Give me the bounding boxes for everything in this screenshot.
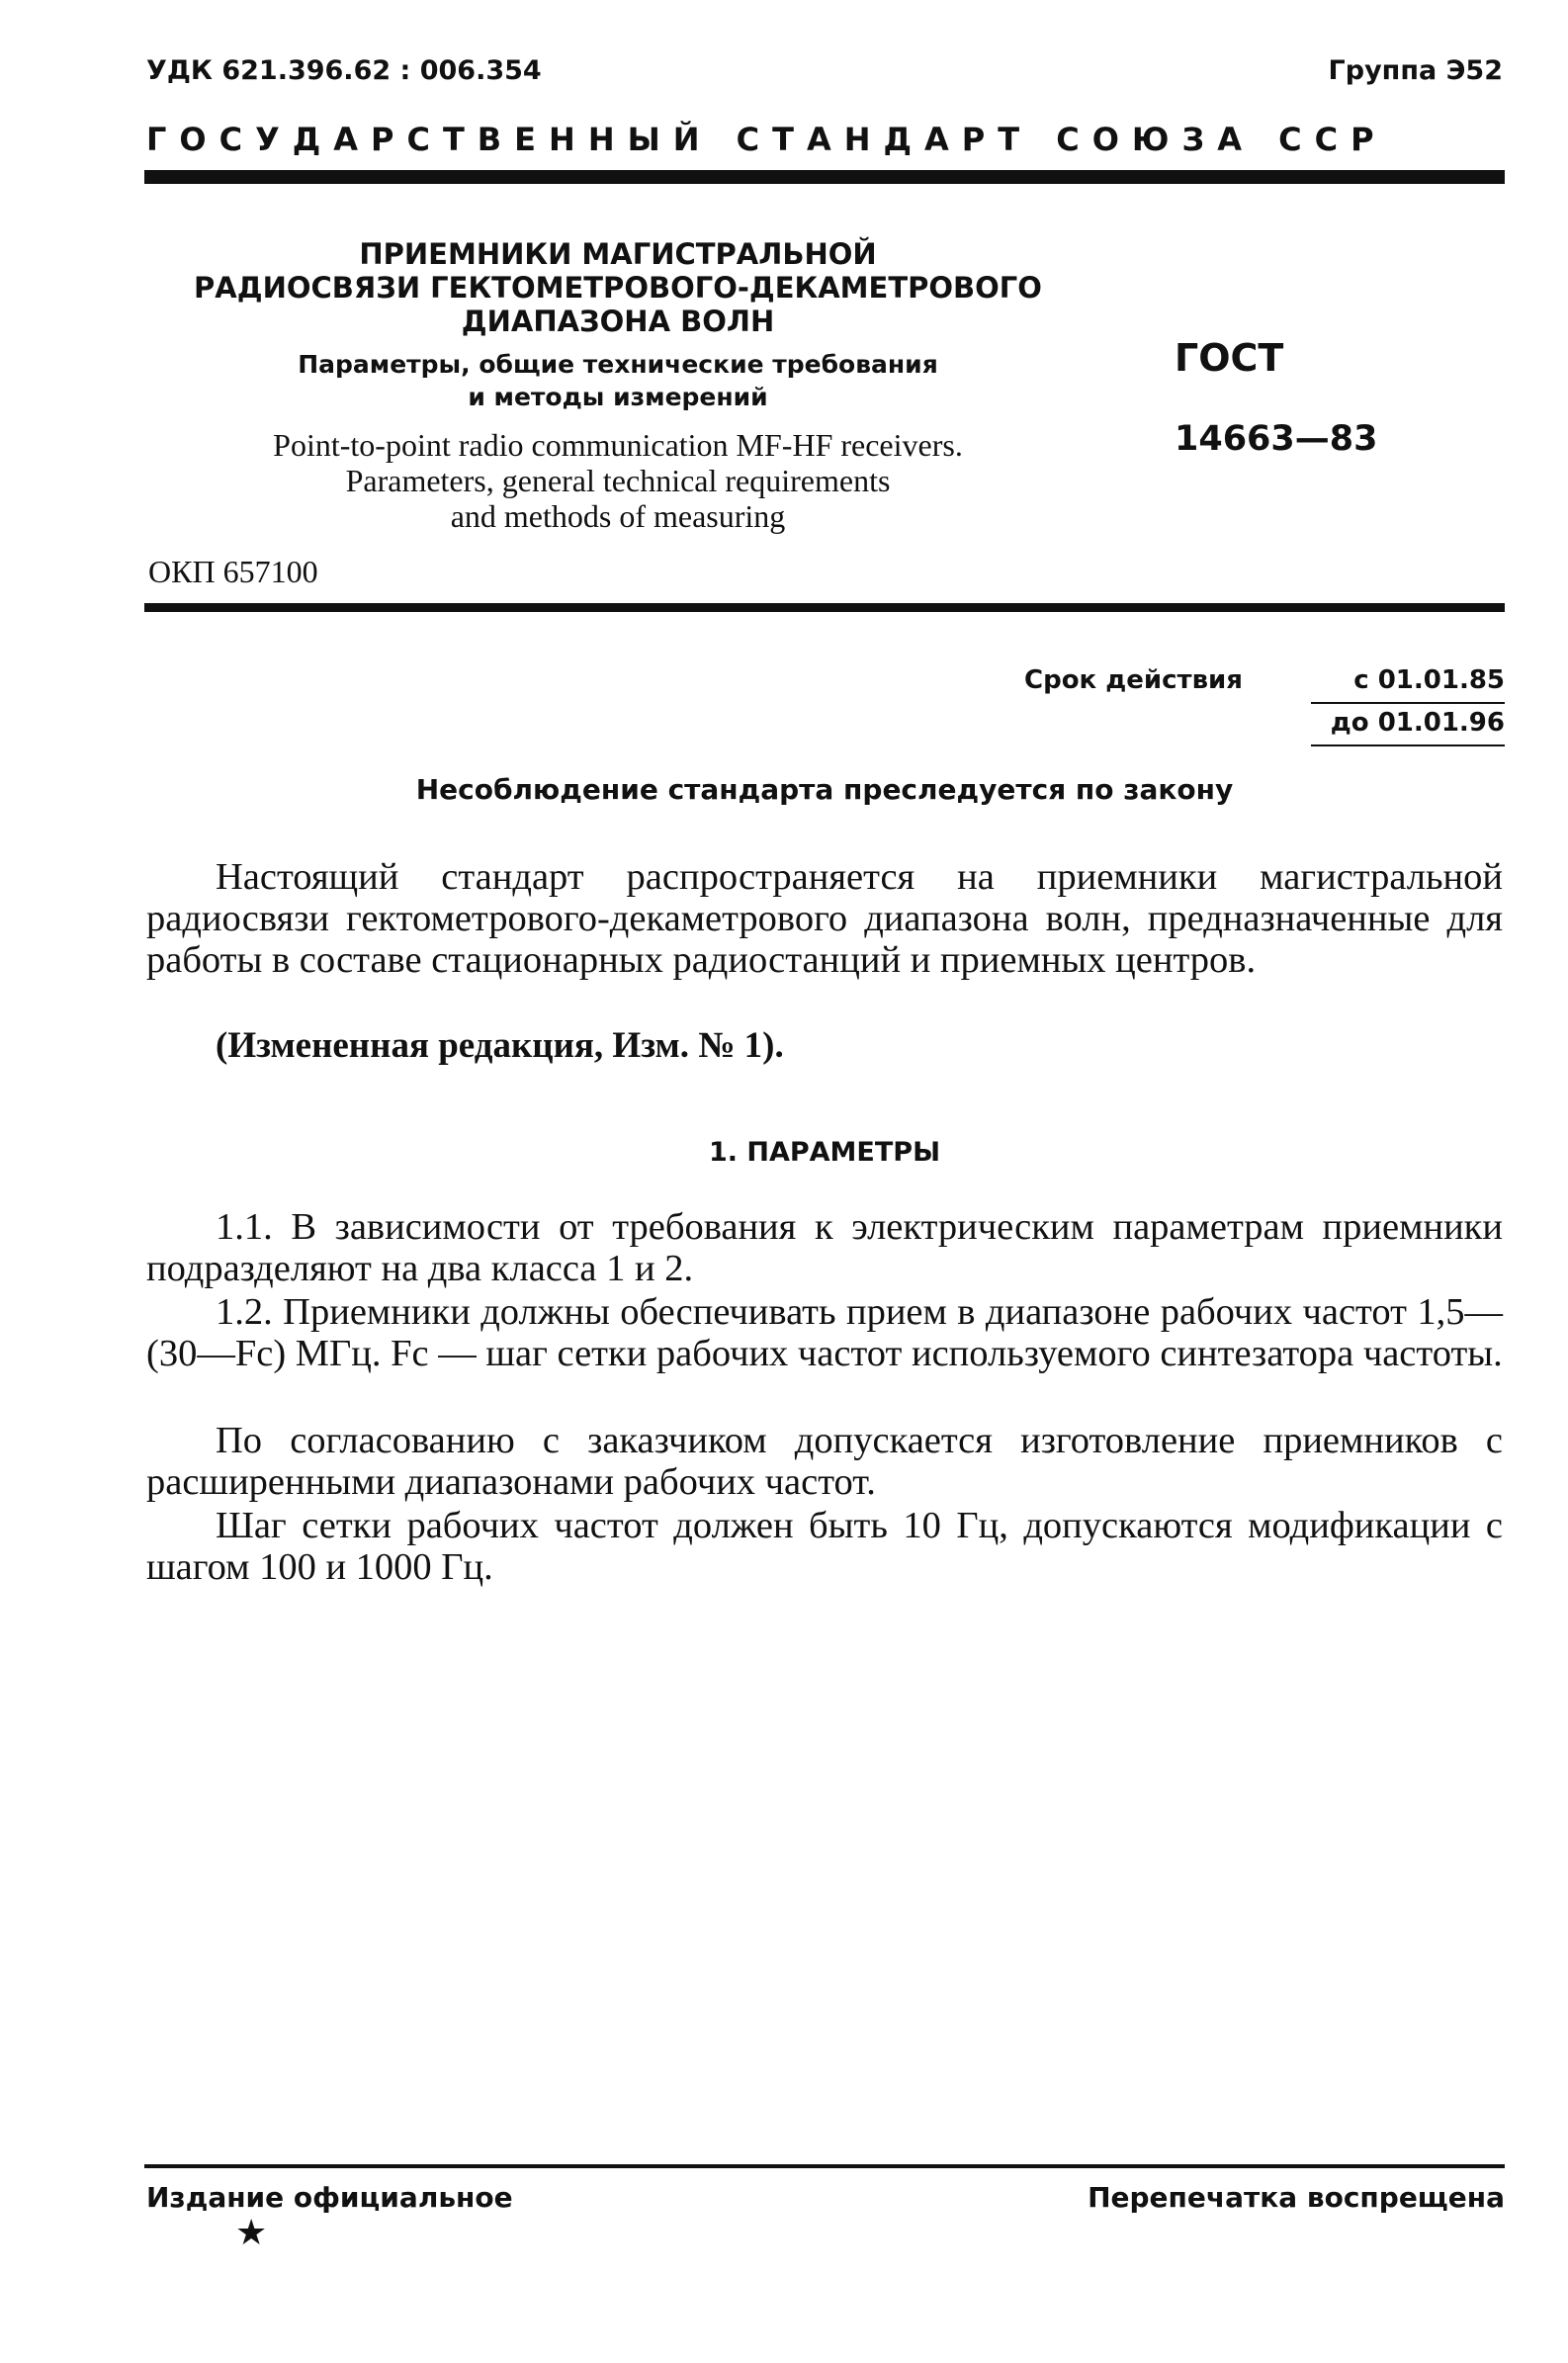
title-english: Point-to-point radio communication MF-HF receivers. Parameters, general technical requirements and methods of measuring	[273, 427, 963, 534]
group-code: Группа Э52	[1328, 55, 1503, 86]
official-edition-label: Издание официальное	[146, 2181, 513, 2214]
validity-from-underline	[1311, 702, 1505, 704]
paragraph-approval: По согласованию с заказчиком допускается изготовление приемников с расширенными диапазонами рабочих частот.	[146, 1420, 1503, 1503]
gost-number: 14663—83	[1175, 419, 1378, 459]
intro-paragraph: Настоящий стандарт распространяется на приемники магистральной радиосвязи гектометрового-декаметрового диапазона волн, предназначенные для работы в составе стационарных радиостанций и приемных центров.	[146, 856, 1503, 981]
udk-code: УДК 621.396.62 : 006.354	[146, 55, 542, 86]
subtitle-russian: Параметры, общие технические требования и методы измерений	[298, 350, 938, 411]
change-note: (Измененная редакция, Изм. № 1).	[216, 1025, 784, 1066]
state-standard-heading: ГОСУДАРСТВЕННЫЙ СТАНДАРТ СОЮЗА ССР	[146, 121, 1387, 158]
paragraph-grid-step: Шаг сетки рабочих частот должен быть 10 Гц, допускаются модификации с шагом 100 и 1000 Гц.	[146, 1505, 1503, 1588]
paragraph-1-1: 1.1. В зависимости от требования к электрическим параметрам приемники подразделяют на два класса 1 и 2.	[146, 1206, 1503, 1289]
validity-to: до 01.01.96	[1330, 708, 1505, 738]
star-icon: ★	[235, 2213, 268, 2253]
validity-to-underline	[1311, 744, 1505, 746]
legal-warning: Несоблюдение стандарта преследуется по закону	[415, 773, 1234, 806]
section-1-title: 1. ПАРАМЕТРЫ	[708, 1137, 941, 1168]
title-block	[148, 237, 1088, 534]
middle-rule	[144, 603, 1505, 612]
paragraph-1-2: 1.2. Приемники должны обеспечивать прием в диапазоне рабочих частот 1,5—(30—Fс) МГц. Fс — шаг сетки рабочих частот используемого синтезатора частоты.	[146, 1291, 1503, 1374]
reprint-prohibited-label: Перепечатка воспрещена	[1088, 2181, 1505, 2214]
validity-label: Срок действия	[1024, 665, 1243, 695]
validity-from: с 01.01.85	[1353, 665, 1505, 695]
title-russian: ПРИЕМНИКИ МАГИСТРАЛЬНОЙ РАДИОСВЯЗИ ГЕКТОМЕТРОВОГО-ДЕКАМЕТРОВОГО ДИАПАЗОНА ВОЛН	[194, 237, 1042, 338]
okp-code: ОКП 657100	[148, 554, 318, 589]
footer-rule	[144, 2164, 1505, 2168]
top-rule	[144, 170, 1505, 184]
gost-label: ГОСТ	[1175, 336, 1284, 380]
